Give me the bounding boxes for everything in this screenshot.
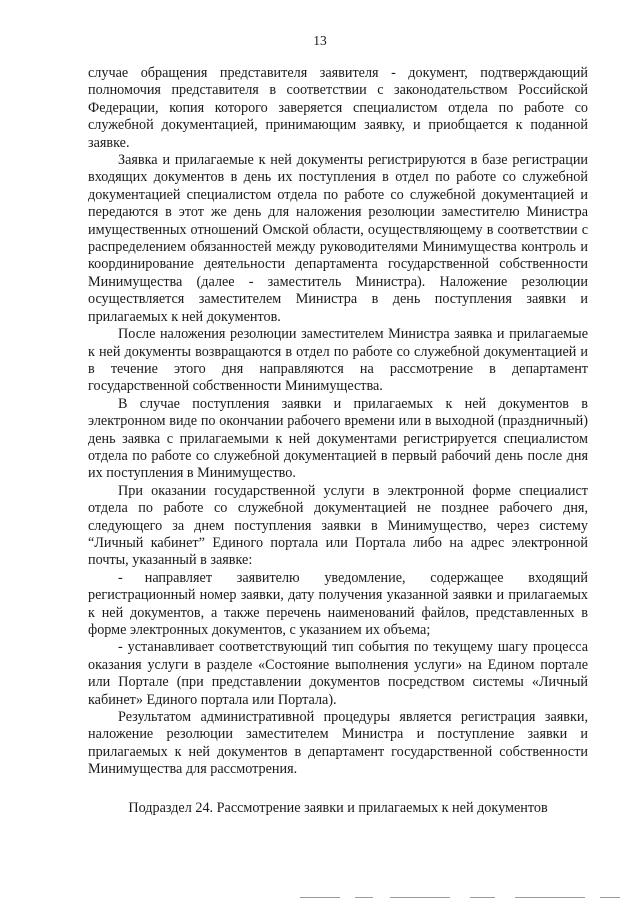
scan-artifact [300,897,630,901]
list-item [88,639,588,709]
list-item-text: направляет заявителю уведомление, содержащее входящий регистрационный номер заявки, дату получения указанной заявки и прилагаемых к ней документов, а также перечень наименований файлов, представленных в форме электронных документов, с указанием их объема; [88,569,588,638]
list-dash: - [118,639,123,656]
paragraph: После наложения резолюции заместителем Министра заявка и прилагаемые к ней документы возвращаются в отдел по работе со служебной документацией и в течение этого дня направляются на рассмотрение в департамент государственной собственности Минимущества. [88,326,588,395]
paragraph: При оказании государственной услуги в электронной форме специалист отдела по работе со служебной документацией не позднее рабочего дня, следующего за днем поступления заявки в Минимущество, через систему “Личный кабинет” Единого портала или Портала либо на адрес электронной почты, указанный в заявке: [88,482,588,569]
result-paragraph: Результатом административной процедуры является регистрация заявки, наложение резолюции заместителем Министра и поступление заявки и прилагаемых к ней документов в департамент государственной собственности Минимущества для рассмотрения. [88,709,588,778]
paragraph: случае обращения представителя заявителя - документ, подтверждающий полномочия представителя в соответствии с законодательством Российской Федерации, копия которого заверяется специалистом отдела по работе со служебной документацией, принимающим заявку, и приобщается к поданной заявке. [88,65,588,151]
document-body [88,65,588,779]
paragraph: В случае поступления заявки и прилагаемых к ней документов в электронном виде по окончании рабочего времени или в выходной (праздничный) день заявка с прилагаемыми к ней документами регистрируется специалистом отдела по работе со служебной документацией в первый рабочий день после дня их поступления в Минимущество. [88,395,588,482]
list-dash: - [118,569,123,586]
subsection-title: Подраздел 24. Рассмотрение заявки и прилагаемых к ней документов [128,800,548,816]
paragraph: Заявка и прилагаемые к ней документы регистрируются в базе регистрации входящих документов в день их поступления в отдел по работе со служебной документацией специалистом отдела по работе со служебной документацией и передаются в этот же день для наложения резолюции заместителю Министра имущественных отношений Омской области, осуществляющему в соответствии с распределением обязанностей между руководителями Минимущества контроль и координирование деятельности департамента государственной собственности Минимущества (далее - заместитель Министра). Наложение резолюции осуществляется заместителем Министра в день поступления заявки и прилагаемых к ней документов. [88,152,588,325]
list-item [88,570,588,640]
page-number: 13 [313,33,327,48]
list-item-text: устанавливает соответствующий тип события по текущему шагу процесса оказания услуги в разделе «Состояние выполнения услуги» на Едином портале или Портале (при представлении документов посредством системы «Личный кабинет» Единого портала или Портала). [88,639,588,708]
